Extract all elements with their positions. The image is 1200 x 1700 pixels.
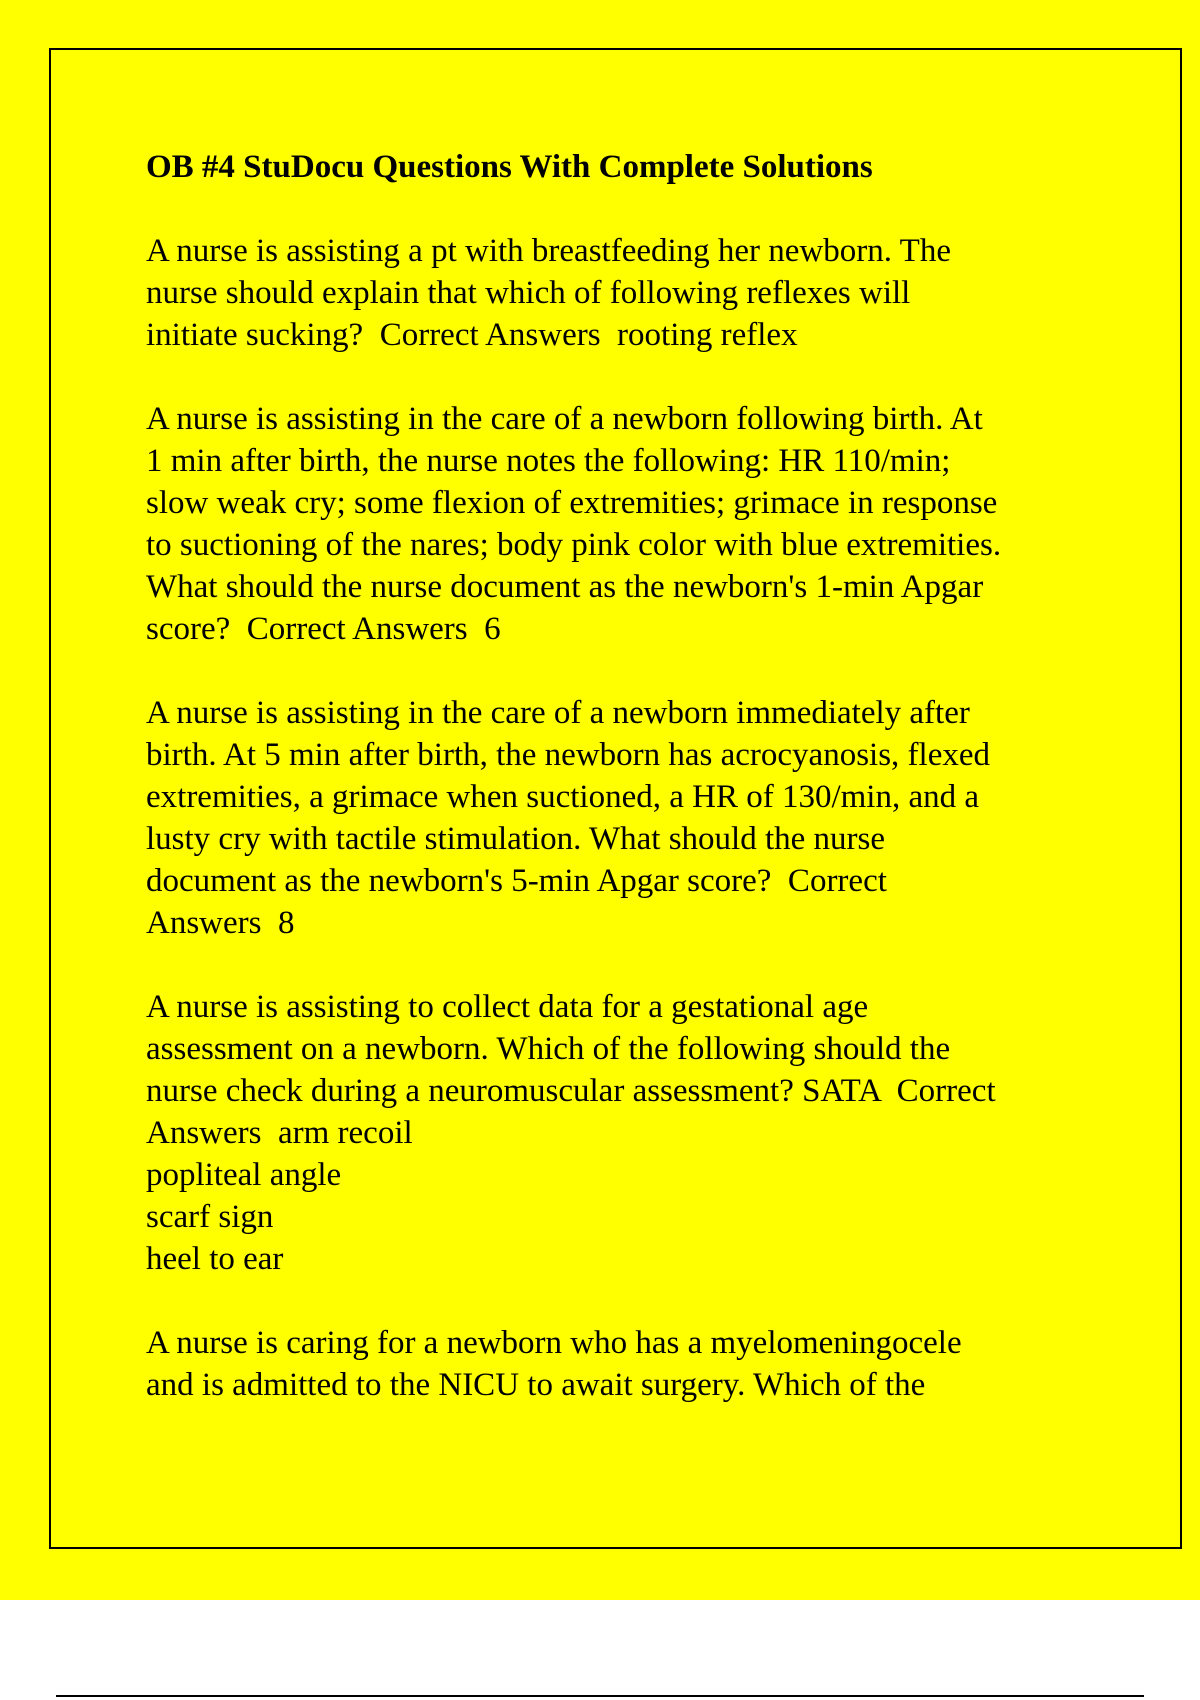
question-line: A nurse is assisting in the care of a newborn following birth. At (146, 401, 983, 437)
question-line: What should the nurse document as the newborn's 1-min Apgar (146, 569, 984, 605)
question-line: to suctioning of the nares; body pink color with blue extremities. (146, 527, 1002, 563)
answer-line: popliteal angle (146, 1157, 342, 1193)
question-block-4 (146, 986, 1106, 1280)
question-line: A nurse is assisting in the care of a newborn immediately after (146, 695, 970, 731)
question-line: Answers 8 (146, 905, 295, 941)
question-block-3 (146, 692, 1106, 944)
answer-line: scarf sign (146, 1199, 274, 1235)
question-line: birth. At 5 min after birth, the newborn has acrocyanosis, flexed (146, 737, 991, 773)
question-line: A nurse is caring for a newborn who has a myelomeningocele (146, 1325, 962, 1361)
document-title: OB #4 StuDocu Questions With Complete Solutions (146, 149, 873, 185)
question-block-5 (146, 1322, 1106, 1406)
question-line: A nurse is assisting to collect data for a gestational age (146, 989, 869, 1025)
question-line: slow weak cry; some flexion of extremities; grimace in response (146, 485, 998, 521)
question-line: Answers arm recoil (146, 1115, 413, 1151)
question-line: and is admitted to the NICU to await surgery. Which of the (146, 1367, 926, 1403)
question-line: 1 min after birth, the nurse notes the following: HR 110/min; (146, 443, 951, 479)
question-line: lusty cry with tactile stimulation. What should the nurse (146, 821, 886, 857)
question-line: assessment on a newborn. Which of the following should the (146, 1031, 951, 1067)
question-line: extremities, a grimace when suctioned, a HR of 130/min, and a (146, 779, 980, 815)
question-line: initiate sucking? Correct Answers rooting reflex (146, 317, 798, 353)
question-block-2 (146, 398, 1106, 650)
question-line: nurse should explain that which of following reflexes will (146, 275, 911, 311)
document-body (146, 140, 1106, 1406)
question-line: nurse check during a neuromuscular assessment? SATA Correct (146, 1073, 996, 1109)
question-line: document as the newborn's 5-min Apgar score? Correct (146, 863, 887, 899)
question-block-1 (146, 230, 1106, 356)
question-line: score? Correct Answers 6 (146, 611, 501, 647)
footer-divider (56, 1695, 1144, 1697)
answer-line: heel to ear (146, 1241, 284, 1277)
question-line: A nurse is assisting a pt with breastfeeding her newborn. The (146, 233, 951, 269)
